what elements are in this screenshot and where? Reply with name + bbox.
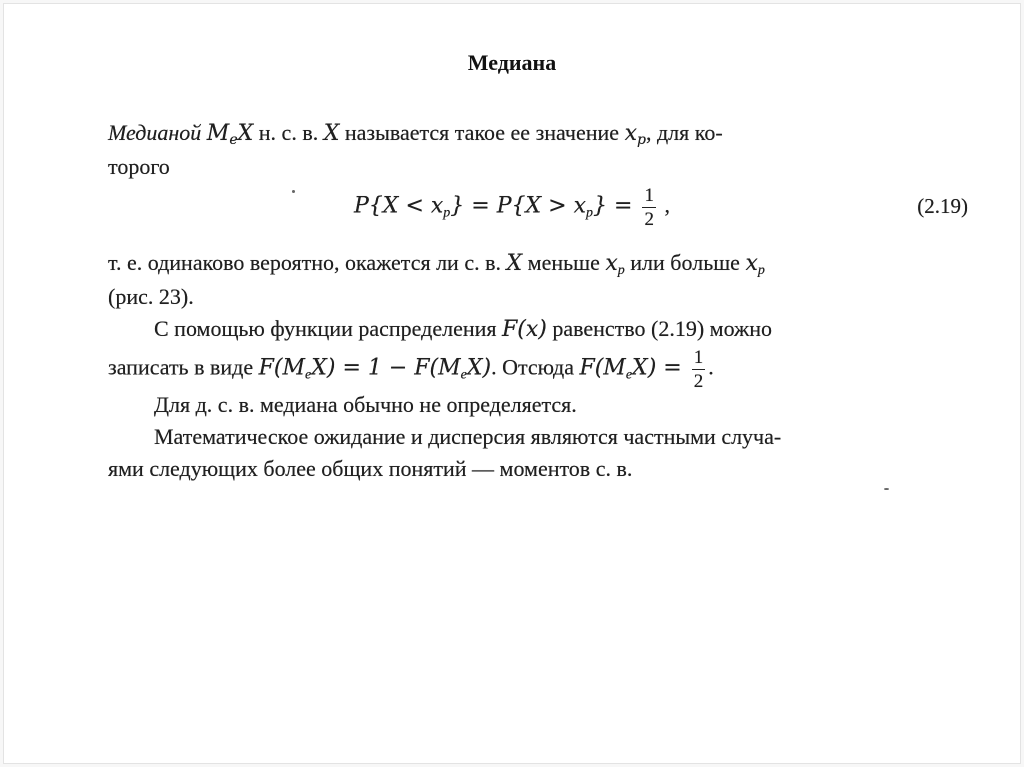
func-f-of-x: F(x)	[502, 317, 547, 342]
text-line-10: ями следующих более общих понятий — моментов с. в.	[108, 456, 633, 481]
text-abbrev: н. с. в.	[253, 120, 324, 145]
equation-number: (2.19)	[917, 194, 968, 218]
expr-f-me-2-end: X)	[466, 355, 492, 381]
text-line-6	[154, 316, 772, 342]
text-line-5: (рис. 23).	[108, 284, 194, 309]
var-xp-3: x	[745, 251, 758, 276]
eq-mid-sub: p	[586, 205, 594, 221]
text-line-4-a: т. е. одинаково вероятно, окажется ли с. в.	[108, 250, 507, 275]
expr-f-me-1: F(M	[258, 355, 305, 381]
term-median: Медианой	[108, 120, 202, 145]
text-line-7-dot: .	[708, 354, 714, 380]
text-line-1-end: , для ко-	[645, 120, 723, 145]
var-xp-base: x	[624, 121, 637, 146]
fraction-numerator: 1	[644, 185, 654, 206]
fraction-2-numerator: 1	[693, 347, 704, 368]
text-line-8: Для д. с. в. медиана обычно не определяется.	[154, 392, 577, 417]
eq-left-sub: p	[443, 205, 451, 221]
var-xp-3-sub: p	[757, 263, 765, 278]
scanned-text-block	[108, 108, 970, 500]
median-symbol-m: M	[206, 121, 230, 146]
scan-speck	[884, 488, 889, 490]
text-line-4-b: меньше	[522, 250, 606, 275]
text-line-4-c: или больше	[624, 250, 746, 275]
expr-f-me-3-end: X) =	[632, 355, 689, 381]
fraction-denominator: 2	[644, 209, 654, 230]
fraction-2-denominator: 2	[693, 371, 704, 392]
eq-close: } =	[593, 193, 640, 219]
var-xp-2: x	[605, 251, 618, 276]
text-line-6-b: равенство (2.19) можно	[546, 316, 773, 341]
scan-speck	[292, 190, 295, 193]
fraction-one-half-2	[692, 348, 706, 391]
text-line-6-a: С помощью функции распределения	[154, 316, 502, 341]
text-line-7-a: записать в виде	[108, 354, 259, 380]
text-line-7	[108, 348, 714, 391]
var-x: X	[323, 121, 340, 146]
eq-comma: ,	[658, 192, 670, 218]
var-x-2: X	[506, 251, 523, 276]
var-xp-2-sub: p	[617, 263, 625, 278]
text-line-1	[108, 120, 723, 148]
eq-left: P{X < x	[354, 193, 444, 219]
median-symbol	[207, 121, 254, 146]
var-xp-sub: p	[637, 132, 646, 148]
var-xp	[625, 121, 646, 146]
fraction-one-half	[642, 186, 656, 229]
fraction-2-bar	[692, 369, 706, 370]
median-symbol-x: X	[237, 121, 254, 146]
median-symbol-sub: e	[229, 132, 238, 148]
equation-2-19	[354, 186, 670, 229]
expr-f-me-1-end: X) = 1 − F(M	[311, 355, 461, 381]
slide	[3, 3, 1021, 764]
text-line-7-b: . Отсюда	[491, 354, 580, 380]
expr-f-me-1-sub: e	[304, 367, 312, 383]
expr-f-me-3: F(M	[579, 355, 626, 381]
eq-mid: } = P{X > x	[450, 193, 587, 219]
text-line-9: Математическое ожидание и дисперсия являются частными случа-	[154, 424, 782, 449]
expr-f-me-3-sub: e	[625, 367, 633, 383]
expr-f-me-2-sub: e	[460, 367, 467, 383]
text-definition: называется такое ее значение	[339, 120, 625, 145]
slide-title: Медиана	[467, 50, 557, 75]
text-line-4	[108, 250, 765, 279]
text-line-2: торого	[108, 154, 170, 179]
fraction-bar	[642, 207, 656, 208]
